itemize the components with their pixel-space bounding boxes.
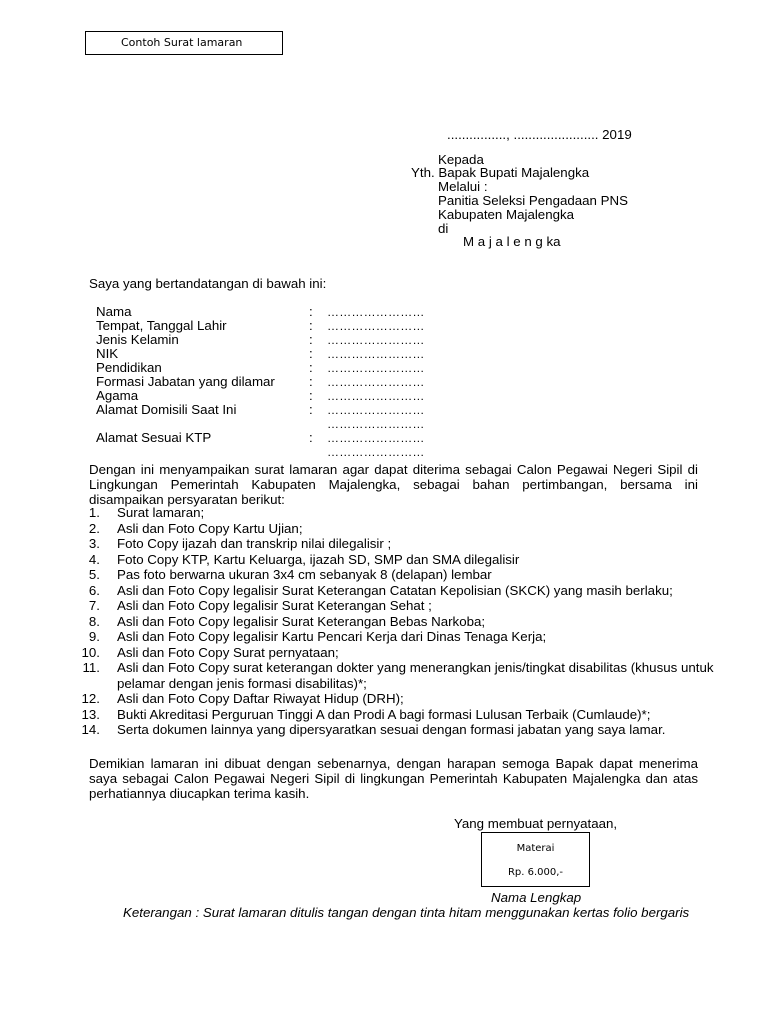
list-item-text: Asli dan Foto Copy legalisir Kartu Pencari Kerja dari Dinas Tenaga Kerja; [117, 629, 547, 644]
field-label: Agama [96, 388, 139, 403]
list-item-number: 9. [88, 629, 100, 644]
list-item [74, 567, 714, 583]
field-label: Alamat Domisili Saat Ini [96, 402, 237, 417]
field-colon: : [309, 430, 313, 445]
list-item [74, 583, 714, 599]
field-row [96, 332, 425, 347]
field-row [96, 304, 425, 319]
list-item-text: Asli dan Foto Copy Kartu Ujian; [117, 520, 303, 536]
materai-value: Rp. 6.000,- [507, 867, 564, 878]
field-colon: : [309, 346, 313, 361]
list-item [74, 722, 714, 738]
list-item [74, 707, 714, 723]
list-item-number: 7. [88, 598, 100, 613]
field-colon: : [309, 388, 313, 403]
field-label: Jenis Kelamin [96, 332, 179, 347]
list-item [74, 691, 714, 707]
field-row [96, 374, 425, 389]
list-item-number: 1. [88, 505, 100, 520]
list-item-text: Surat lamaran; [117, 505, 205, 520]
field-label: Nama [96, 304, 132, 319]
signature-heading: Yang membuat pernyataan, [454, 816, 618, 831]
field-blank: …………………… [327, 305, 425, 319]
field-blank: …………………… [327, 445, 425, 459]
field-label: Pendidikan [96, 360, 162, 375]
list-item [74, 505, 714, 521]
document-title-box: Contoh Surat lamaran [85, 31, 283, 55]
field-row [96, 388, 425, 403]
recipient-kepada: Kepada [438, 152, 484, 167]
note-text: Keterangan : Surat lamaran ditulis tangan dengan tinta hitam menggunakan kertas folio bergaris [123, 905, 690, 920]
materai-label: Materai [516, 843, 555, 854]
list-item [74, 614, 714, 630]
list-item [74, 552, 714, 568]
list-item [74, 521, 714, 537]
recipient-melalui: Melalui : [438, 179, 488, 194]
materai-stamp-box [481, 832, 590, 887]
field-blank: …………………… [327, 361, 425, 375]
list-item-text: Asli dan Foto Copy Daftar Riwayat Hidup (DRH); [117, 691, 404, 706]
list-item-text: Asli dan Foto Copy legalisir Surat Keterangan Bebas Narkoba; [117, 613, 486, 629]
list-item-number: 11. [82, 660, 100, 675]
closing-paragraph: Demikian lamaran ini dibuat dengan sebenarnya, dengan harapan semoga Bapak dapat menerima saya sebagai Calon Pegawai Negeri Sipil di lingkungan Pemerintah Kabupaten Majalengka dan atas perhatiannya diucapkan terima kasih. [89, 756, 698, 801]
list-item-number: 12. [81, 691, 100, 706]
date-line: ................, ....................... 2019 [447, 127, 632, 142]
recipient-di: di [438, 221, 449, 236]
field-blank: …………………… [327, 389, 425, 403]
field-row [96, 445, 425, 459]
intro-paragraph: Dengan ini menyampaikan surat lamaran agar dapat diterima sebagai Calon Pegawai Negeri Sipil di Lingkungan Pemerintah Kabupaten Majalengka, sebagai bahan pertimbangan, bersama ini disampaikan persyaratan berikut: [89, 462, 698, 507]
list-item-text: Asli dan Foto Copy legalisir Surat Keterangan Catatan Kepolisian (SKCK) yang masih berlaku; [117, 582, 673, 598]
field-colon: : [309, 318, 313, 333]
list-item-text: Serta dokumen lainnya yang dipersyaratkan sesuai dengan formasi jabatan yang saya lamar. [117, 722, 666, 737]
list-item-number: 5. [88, 567, 100, 582]
field-blank: …………………… [327, 431, 425, 445]
list-item-text: Foto Copy KTP, Kartu Keluarga, ijazah SD, SMP dan SMA dilegalisir [117, 551, 520, 567]
field-row [96, 417, 425, 431]
list-item-number: 13. [81, 706, 100, 722]
list-item-number: 10. [81, 644, 100, 660]
field-blank: …………………… [327, 403, 425, 417]
list-item-text: Bukti Akreditasi Perguruan Tinggi A dan Prodi A bagi formasi Lulusan Terbaik (Cumlaude)*; [117, 706, 651, 722]
field-label: Tempat, Tanggal Lahir [96, 318, 227, 333]
field-label: NIK [96, 346, 119, 361]
list-item-number: 3. [88, 536, 100, 551]
field-colon: : [309, 304, 313, 319]
list-item-text: Foto Copy ijazah dan transkrip nilai dilegalisir ; [117, 536, 392, 551]
field-row [96, 346, 425, 361]
field-row [96, 402, 425, 417]
list-item-text: Pas foto berwarna ukuran 3x4 cm sebanyak 8 (delapan) lembar [117, 567, 492, 582]
recipient-panitia: Panitia Seleksi Pengadaan PNS [438, 193, 628, 208]
list-item-text: Asli dan Foto Copy Surat pernyataan; [117, 644, 339, 660]
field-colon: : [309, 332, 313, 347]
list-item [74, 660, 714, 691]
list-item [74, 598, 714, 614]
field-blank: …………………… [327, 417, 425, 431]
field-colon: : [309, 374, 313, 389]
field-blank: …………………… [327, 319, 425, 333]
list-item [74, 536, 714, 552]
signature-name: Nama Lengkap [491, 890, 582, 905]
field-label: Formasi Jabatan yang dilamar [96, 374, 275, 389]
list-item [74, 629, 714, 645]
field-blank: …………………… [327, 375, 425, 389]
list-item-number: 4. [88, 551, 100, 567]
field-colon: : [309, 402, 313, 417]
field-colon: : [309, 360, 313, 375]
list-item-number: 6. [88, 582, 100, 598]
field-blank: …………………… [327, 347, 425, 361]
recipient-kota: M a j a l e n g ka [463, 234, 561, 249]
field-row [96, 318, 425, 333]
list-item-number: 2. [88, 520, 100, 536]
list-item-text: Asli dan Foto Copy legalisir Surat Keterangan Sehat ; [117, 598, 432, 613]
requirements-list [74, 505, 714, 738]
field-label: Alamat Sesuai KTP [96, 430, 212, 445]
opening-line: Saya yang bertandatangan di bawah ini: [89, 276, 327, 291]
field-blank: …………………… [327, 333, 425, 347]
list-item-text: Asli dan Foto Copy surat keterangan dokter yang menerangkan jenis/tingkat disabilitas (khusus untuk pelamar dengan jenis formasi disabilitas)*; [117, 660, 714, 691]
field-row [96, 360, 425, 375]
recipient-yth: Yth. Bapak Bupati Majalengka [411, 165, 590, 180]
list-item-number: 14. [81, 722, 100, 737]
list-item [74, 645, 714, 661]
list-item-number: 8. [88, 613, 100, 629]
field-row [96, 430, 425, 445]
recipient-kabupaten: Kabupaten Majalengka [438, 207, 575, 222]
applicant-fields [96, 304, 425, 459]
